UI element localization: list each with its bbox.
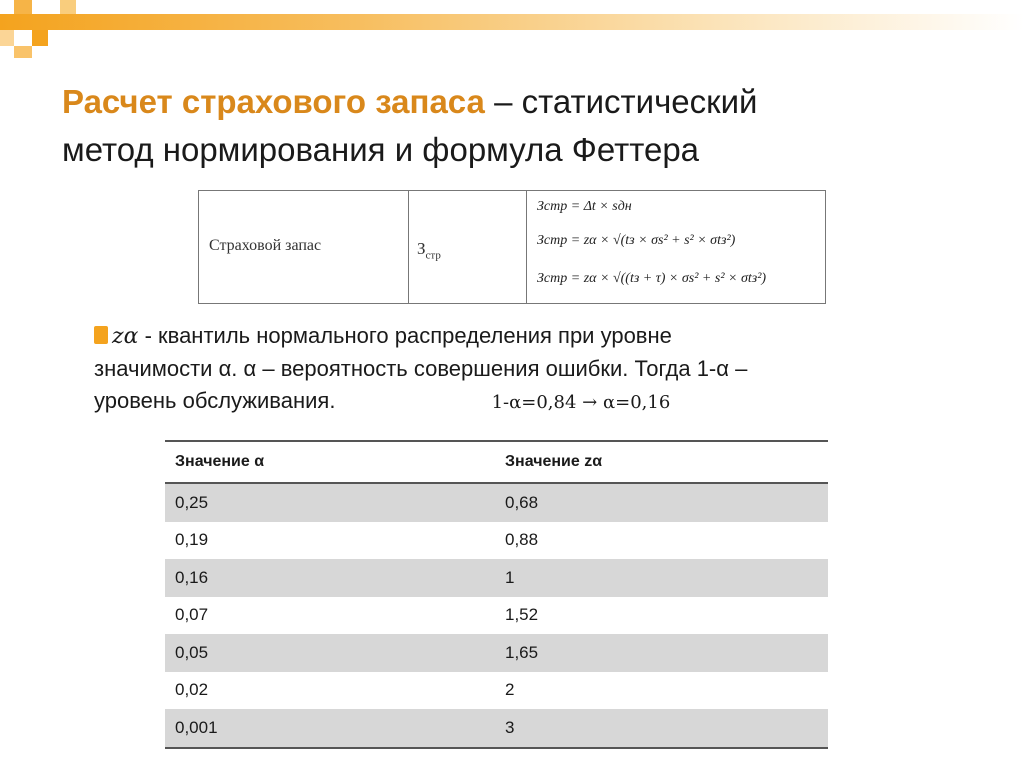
cell-alpha: 0,19	[175, 530, 209, 550]
cell-alpha: 0,001	[165, 709, 495, 748]
para-line1: - квантиль нормального распределения при уровне	[138, 323, 672, 348]
title-accent: Расчет страхового запаса	[62, 83, 485, 120]
table-row	[165, 559, 828, 597]
formula-3: Зстр = zα × √((tз + τ) × σs² + s² × σtз²)	[537, 271, 767, 286]
formula-1: Зстр = Δt × sдн	[537, 199, 632, 214]
header-z-alpha: Значение zα	[495, 441, 828, 483]
cell-alpha: 0,16	[165, 559, 495, 597]
formula-table-name: Страховой запас	[209, 237, 322, 254]
title-rest: – статистический	[484, 83, 758, 120]
description-paragraph	[94, 320, 954, 419]
formula-table	[198, 190, 826, 304]
cell-alpha: 0,02	[175, 680, 209, 700]
title-line2: метод нормирования и формула Феттера	[62, 131, 700, 168]
header-alpha: Значение α	[165, 441, 495, 483]
cell-alpha: 0,05	[165, 634, 495, 672]
cell-z-alpha: 1,65	[495, 634, 828, 672]
decor-square	[0, 30, 14, 46]
cell-z-alpha: 2	[505, 680, 515, 700]
slide-title	[62, 78, 962, 174]
alpha-relation: 1-α=0,84 → α=0,16	[491, 392, 671, 413]
z-alpha-symbol: zα	[112, 324, 139, 349]
decor-square	[60, 0, 76, 14]
formula-table-symbol: $З_{стр}$	[417, 239, 441, 262]
table-row	[165, 634, 828, 672]
decor-square	[14, 46, 32, 58]
cell-z-alpha: 1	[495, 559, 828, 597]
cell-z-alpha: 1,52	[505, 605, 539, 625]
formula-2: Зстр = zα × √(tз × σs² + s² × σtз²)	[537, 233, 736, 248]
cell-z-alpha: 3	[495, 709, 828, 748]
cell-alpha: 0,07	[175, 605, 209, 625]
para-line3: уровень обслуживания.	[94, 388, 336, 413]
para-line2: значимости α. α – вероятность совершения ошибки. Тогда 1-α –	[94, 356, 748, 381]
table-row	[165, 483, 828, 522]
cell-alpha: 0,25	[165, 483, 495, 522]
table-row	[165, 597, 828, 635]
table-row	[165, 709, 828, 748]
cell-z-alpha: 0,68	[495, 483, 828, 522]
table-row	[165, 672, 828, 710]
table-row	[165, 522, 828, 560]
decor-square	[14, 0, 32, 14]
cell-z-alpha: 0,88	[505, 530, 539, 550]
quantile-table	[165, 440, 828, 749]
decor-square	[32, 30, 48, 46]
top-decorative-band	[0, 14, 1024, 30]
